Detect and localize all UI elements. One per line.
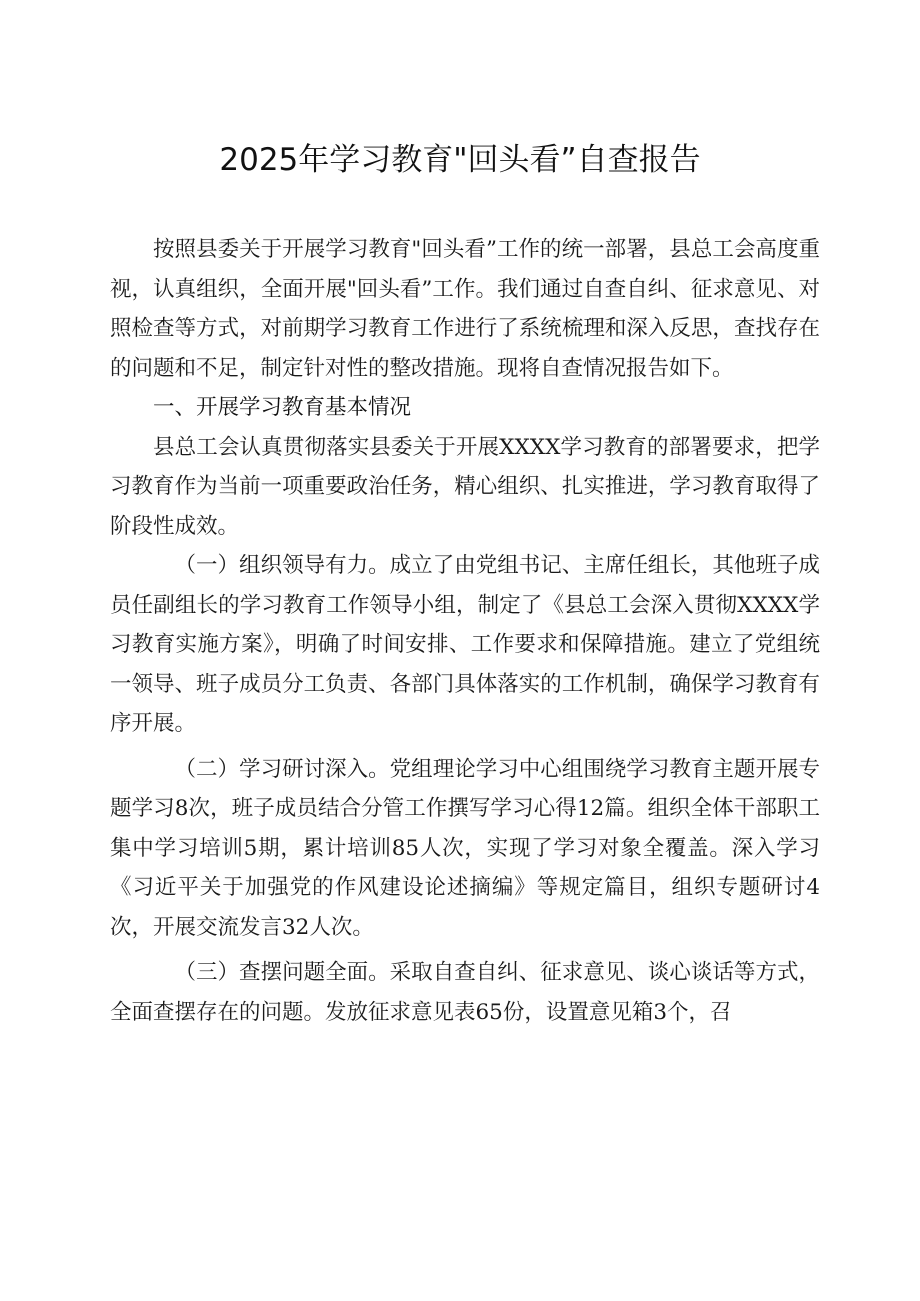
document-title: 2025年学习教育"回头看”自查报告 (219, 142, 701, 178)
document-body (110, 230, 820, 1032)
item-paragraph-1: （一）组织领导有力。成立了由党组书记、主席任组长，其他班子成员任副组长的学习教育工作领导小组，制定了《县总工会深入贯彻XXXX学习教育实施方案》，明确了时间安排、工作要求和保障措施。建立了党组统一领导、班子成员分工负责、各部门具体落实的工作机制，确保学习教育有序开展。 (110, 553, 820, 736)
item-paragraph-2: （二）学习研讨深入。党组理论学习中心组围绕学习教育主题开展专题学习8次，班子成员结合分管工作撰写学习心得12篇。组织全体干部职工集中学习培训5期，累计培训85人次，实现了学习对象全覆盖。深入学习《习近平关于加强党的作风建设论述摘编》等规定篇目，组织专题研讨4次，开展交流发言32人次。 (110, 756, 820, 940)
section-intro-paragraph: 县总工会认真贯彻落实县委关于开展XXXX学习教育的部署要求，把学习教育作为当前一项重要政治任务，精心组织、扎实推进，学习教育取得了阶段性成效。 (110, 434, 820, 539)
section-heading: 一、开展学习教育基本情况 (153, 395, 412, 420)
intro-paragraph: 按照县委关于开展学习教育"回头看”工作的统一部署，县总工会高度重视，认真组织，全面开展"回头看”工作。我们通过自查自纠、征求意见、对照检查等方式，对前期学习教育工作进行了系统梳理和深入反思，查找存在的问题和不足，制定针对性的整改措施。现将自查情况报告如下。 (110, 237, 820, 381)
item-paragraph-3: （三）查摆问题全面。采取自查自纠、征求意见、谈心谈话等方式，全面查摆存在的问题。发放征求意见表65份，设置意见箱3个，召 (110, 960, 820, 1025)
